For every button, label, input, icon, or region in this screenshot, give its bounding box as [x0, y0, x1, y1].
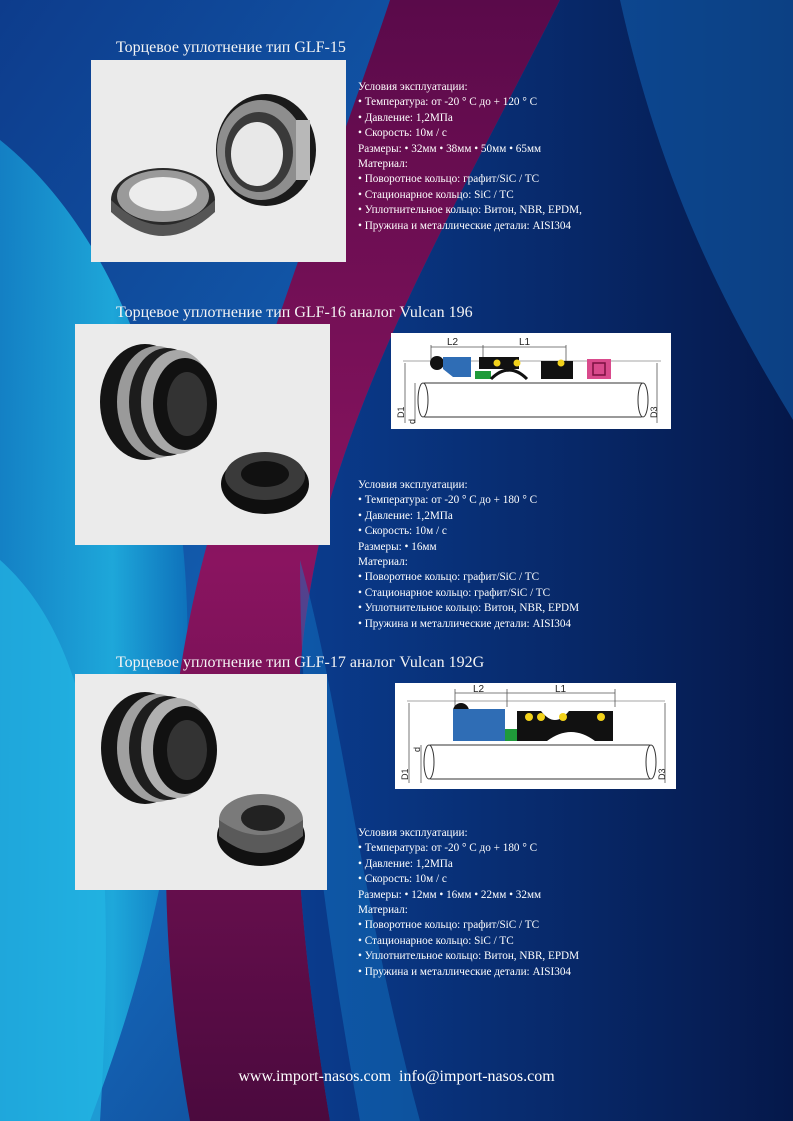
- label-d1: D1: [396, 406, 406, 418]
- stationary-ring-spec: • Стационарное кольцо: графит/SiC / TC: [358, 586, 551, 599]
- website-link[interactable]: www.import-nasos.com: [238, 1068, 392, 1085]
- sizes-spec: Размеры: • 12мм • 16мм • 22мм • 32мм: [358, 888, 542, 901]
- mechanical-seal-photo-icon: [91, 60, 346, 262]
- speed-spec: • Скорость: 10м / с: [358, 873, 447, 886]
- bellows-seal-photo-icon: [75, 324, 330, 545]
- rotating-ring-spec: • Поворотное кольцо: графит/SiC / TC: [358, 173, 540, 186]
- seal-ring-spec: • Уплотнительное кольцо: Витон, NBR, EPDM,: [358, 204, 582, 217]
- seal-cross-section-diagram-icon: [395, 683, 676, 789]
- label-d: d: [407, 418, 417, 424]
- temperature-spec: • Температура: от -20 ° С до + 120 ° С: [358, 96, 538, 109]
- seal-ring-spec: • Уплотнительное кольцо: Витон, NBR, EPDM: [358, 602, 580, 615]
- product-title-glf15: Торцевое уплотнение тип GLF-15: [116, 39, 346, 56]
- temperature-spec: • Температура: от -20 ° С до + 180 ° С: [358, 494, 538, 507]
- bellows-seal-photo-icon: [75, 674, 327, 890]
- pressure-spec: • Давление: 1,2МПа: [358, 857, 453, 870]
- conditions-label: Условия эксплуатации:: [358, 827, 468, 839]
- material-label: Материал:: [358, 556, 408, 569]
- product-photo-glf17: [75, 674, 327, 890]
- label-l1: L1: [519, 337, 531, 348]
- spec-list-glf15: [358, 80, 582, 234]
- product-photo-glf16: [75, 324, 330, 545]
- footer-contacts: [0, 1068, 793, 1086]
- material-label: Материал:: [358, 158, 408, 171]
- label-l2: L2: [473, 684, 485, 695]
- speed-spec: • Скорость: 10м / с: [358, 525, 447, 538]
- product-title-glf17: Торцевое уплотнение тип GLF-17 аналог Vulcan 192G: [116, 654, 485, 671]
- pressure-spec: • Давление: 1,2МПа: [358, 509, 453, 522]
- pressure-spec: • Давление: 1,2МПа: [358, 111, 453, 124]
- spring-spec: • Пружина и металлические детали: AISI304: [358, 965, 571, 978]
- product-title-glf16: Торцевое уплотнение тип GLF-16 аналог Vulcan 196: [116, 304, 473, 321]
- label-d3: D3: [649, 406, 659, 418]
- label-l1: L1: [555, 684, 567, 695]
- rotating-ring-spec: • Поворотное кольцо: графит/SiC / TC: [358, 919, 540, 932]
- conditions-label: Условия эксплуатации:: [358, 81, 468, 93]
- seal-ring-spec: • Уплотнительное кольцо: Витон, NBR, EPDM: [358, 950, 580, 963]
- product-photo-glf15: [91, 60, 346, 262]
- material-label: Материал:: [358, 904, 408, 917]
- spec-list-glf17: [358, 826, 579, 980]
- speed-spec: • Скорость: 10м / с: [358, 127, 447, 140]
- spec-list-glf16: [358, 478, 579, 632]
- seal-cross-section-diagram-icon: [391, 333, 671, 429]
- sizes-spec: Размеры: • 16мм: [358, 540, 437, 553]
- dimension-diagram-glf17: [395, 683, 676, 789]
- conditions-label: Условия эксплуатации:: [358, 479, 468, 491]
- label-d: d: [412, 746, 422, 752]
- temperature-spec: • Температура: от -20 ° С до + 180 ° С: [358, 842, 538, 855]
- dimension-diagram-glf16: [391, 333, 671, 429]
- stationary-ring-spec: • Стационарное кольцо: SiC / TC: [358, 188, 514, 201]
- label-d1: D1: [400, 768, 410, 780]
- label-l2: L2: [447, 337, 459, 348]
- spring-spec: • Пружина и металлические детали: AISI304: [358, 219, 571, 232]
- email-link[interactable]: info@import-nasos.com: [399, 1068, 555, 1085]
- sizes-spec: Размеры: • 32мм • 38мм • 50мм • 65мм: [358, 142, 542, 155]
- label-d3: D3: [657, 768, 667, 780]
- stationary-ring-spec: • Стационарное кольцо: SiC / TC: [358, 934, 514, 947]
- spring-spec: • Пружина и металлические детали: AISI304: [358, 617, 571, 630]
- rotating-ring-spec: • Поворотное кольцо: графит/SiC / TC: [358, 571, 540, 584]
